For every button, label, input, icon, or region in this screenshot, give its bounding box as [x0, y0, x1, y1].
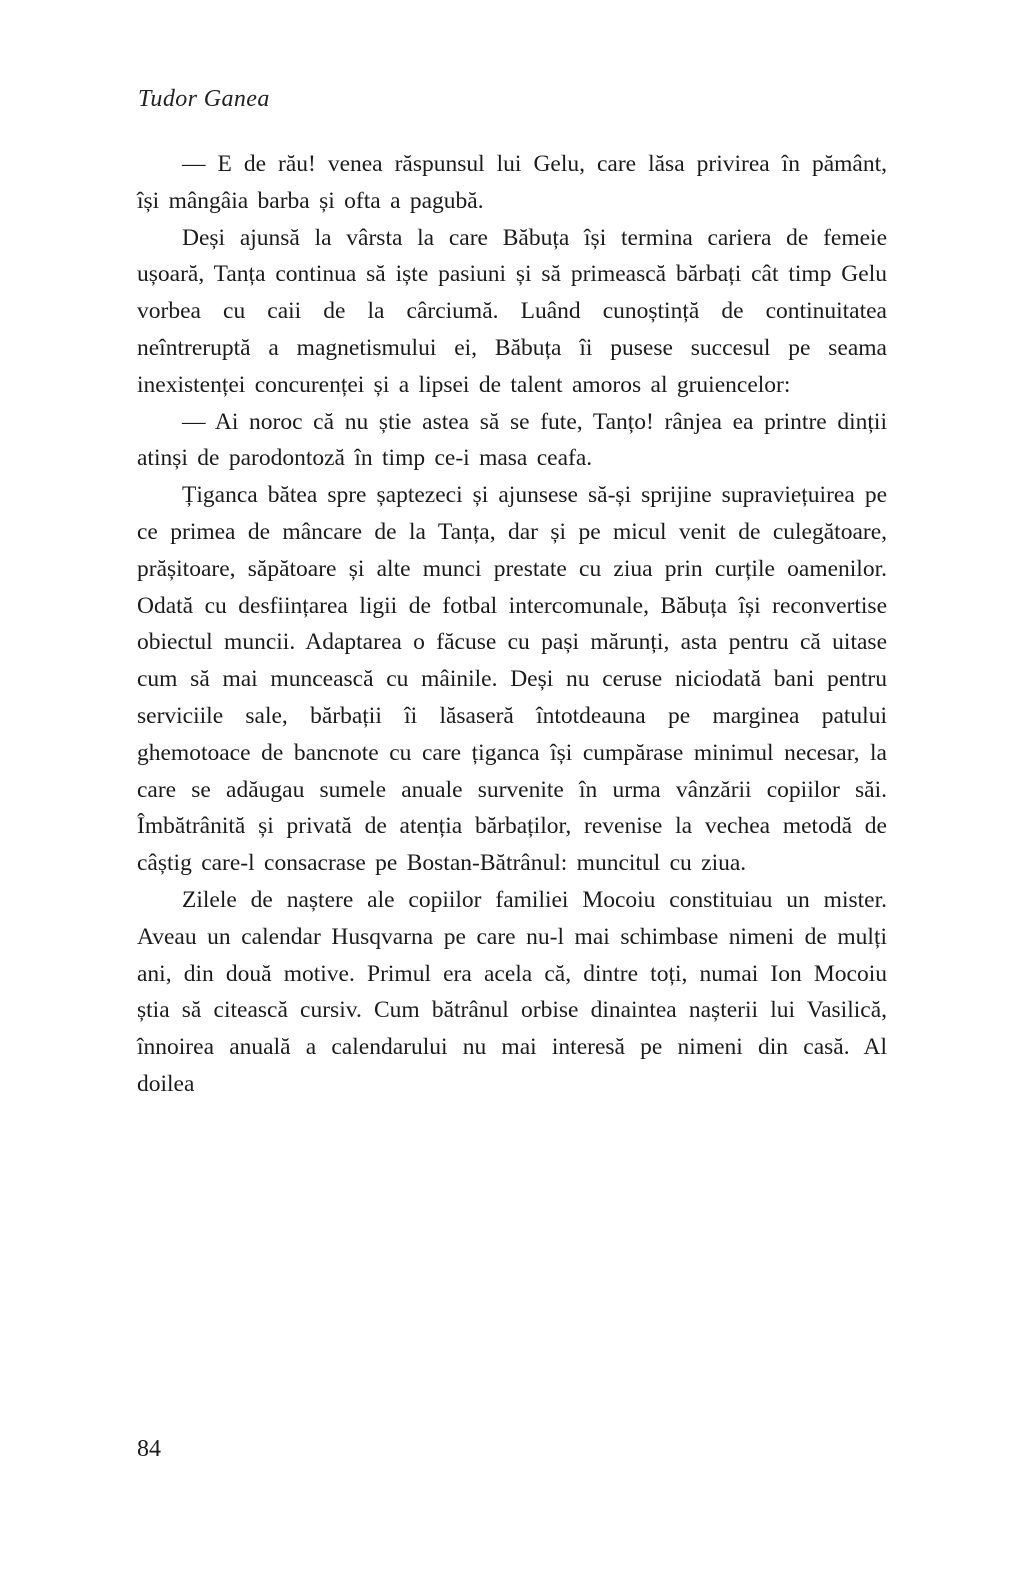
- paragraph-dialogue-2: — Ai noroc că nu știe astea să se fute, Tanțo! rânjea ea printre dinții atinși de parodontoză în timp ce-i masa ceafa.: [137, 408, 887, 472]
- page-number: 84: [137, 1436, 161, 1462]
- paragraph-dialogue-1: — E de rău! venea răspunsul lui Gelu, care lăsa privirea în pământ, își mângâia barba și ofta a pagubă.: [137, 151, 887, 214]
- paragraph-narrative-3: Zilele de naștere ale copiilor familiei Mocoiu constituiau un mister. Aveau un calendar Husqvarna pe care nu-l mai schimbase nimeni de mulți ani, din două motive. Primul era acela că, dintre toți, numai Ion Mocoiu știa să citească cursiv. Cum bătrânul orbise dinaintea nașterii lui Vasilică, înnoirea anuală a calendarului nu mai interesă pe nimeni din casă. Al doilea: [137, 886, 887, 1097]
- running-header-author: Tudor Ganea: [138, 86, 270, 112]
- paragraph-narrative-1: Deși ajunsă la vârsta la care Băbuța își termina cariera de femeie ușoară, Tanța continua să iște pasiuni și să primească bărbați cât timp Gelu vorbea cu caii de la cârciumă. Luând cunoștință de continuitatea neîntreruptă a magnetismului ei, Băbuța îi pusese succesul pe seama inexistenței concurenței și a lipsei de talent amoros al gruiencelor:: [137, 224, 887, 398]
- body-text: [137, 146, 887, 1103]
- paragraph-narrative-2: Țiganca bătea spre șaptezeci și ajunsese să-și sprijine supraviețuirea pe ce primea de mâncare de la Tanța, dar și pe micul venit de culegătoare, prășitoare, săpătoare și alte munci prestate cu ziua prin curțile oamenilor. Odată cu desființarea ligii de fotbal intercomunale, Băbuța își reconvertise obiectul muncii. Adaptarea o făcuse cu pași mărunți, asta pentru că uitase cum să mai muncească cu mâinile. Deși nu ceruse niciodată bani pentru serviciile sale, bărbații îi lăsaseră întotdeauna pe marginea patului ghemotoace de bancnote cu care țiganca își cumpărase minimul necesar, la care se adăugau sumele anuale survenite în urma vânzării copiilor săi. Îmbătrânită și privată de atenția bărbaților, revenise la vechea metodă de câștig care-l consacrase pe Bostan-Bătrânul: muncitul cu ziua.: [137, 482, 887, 877]
